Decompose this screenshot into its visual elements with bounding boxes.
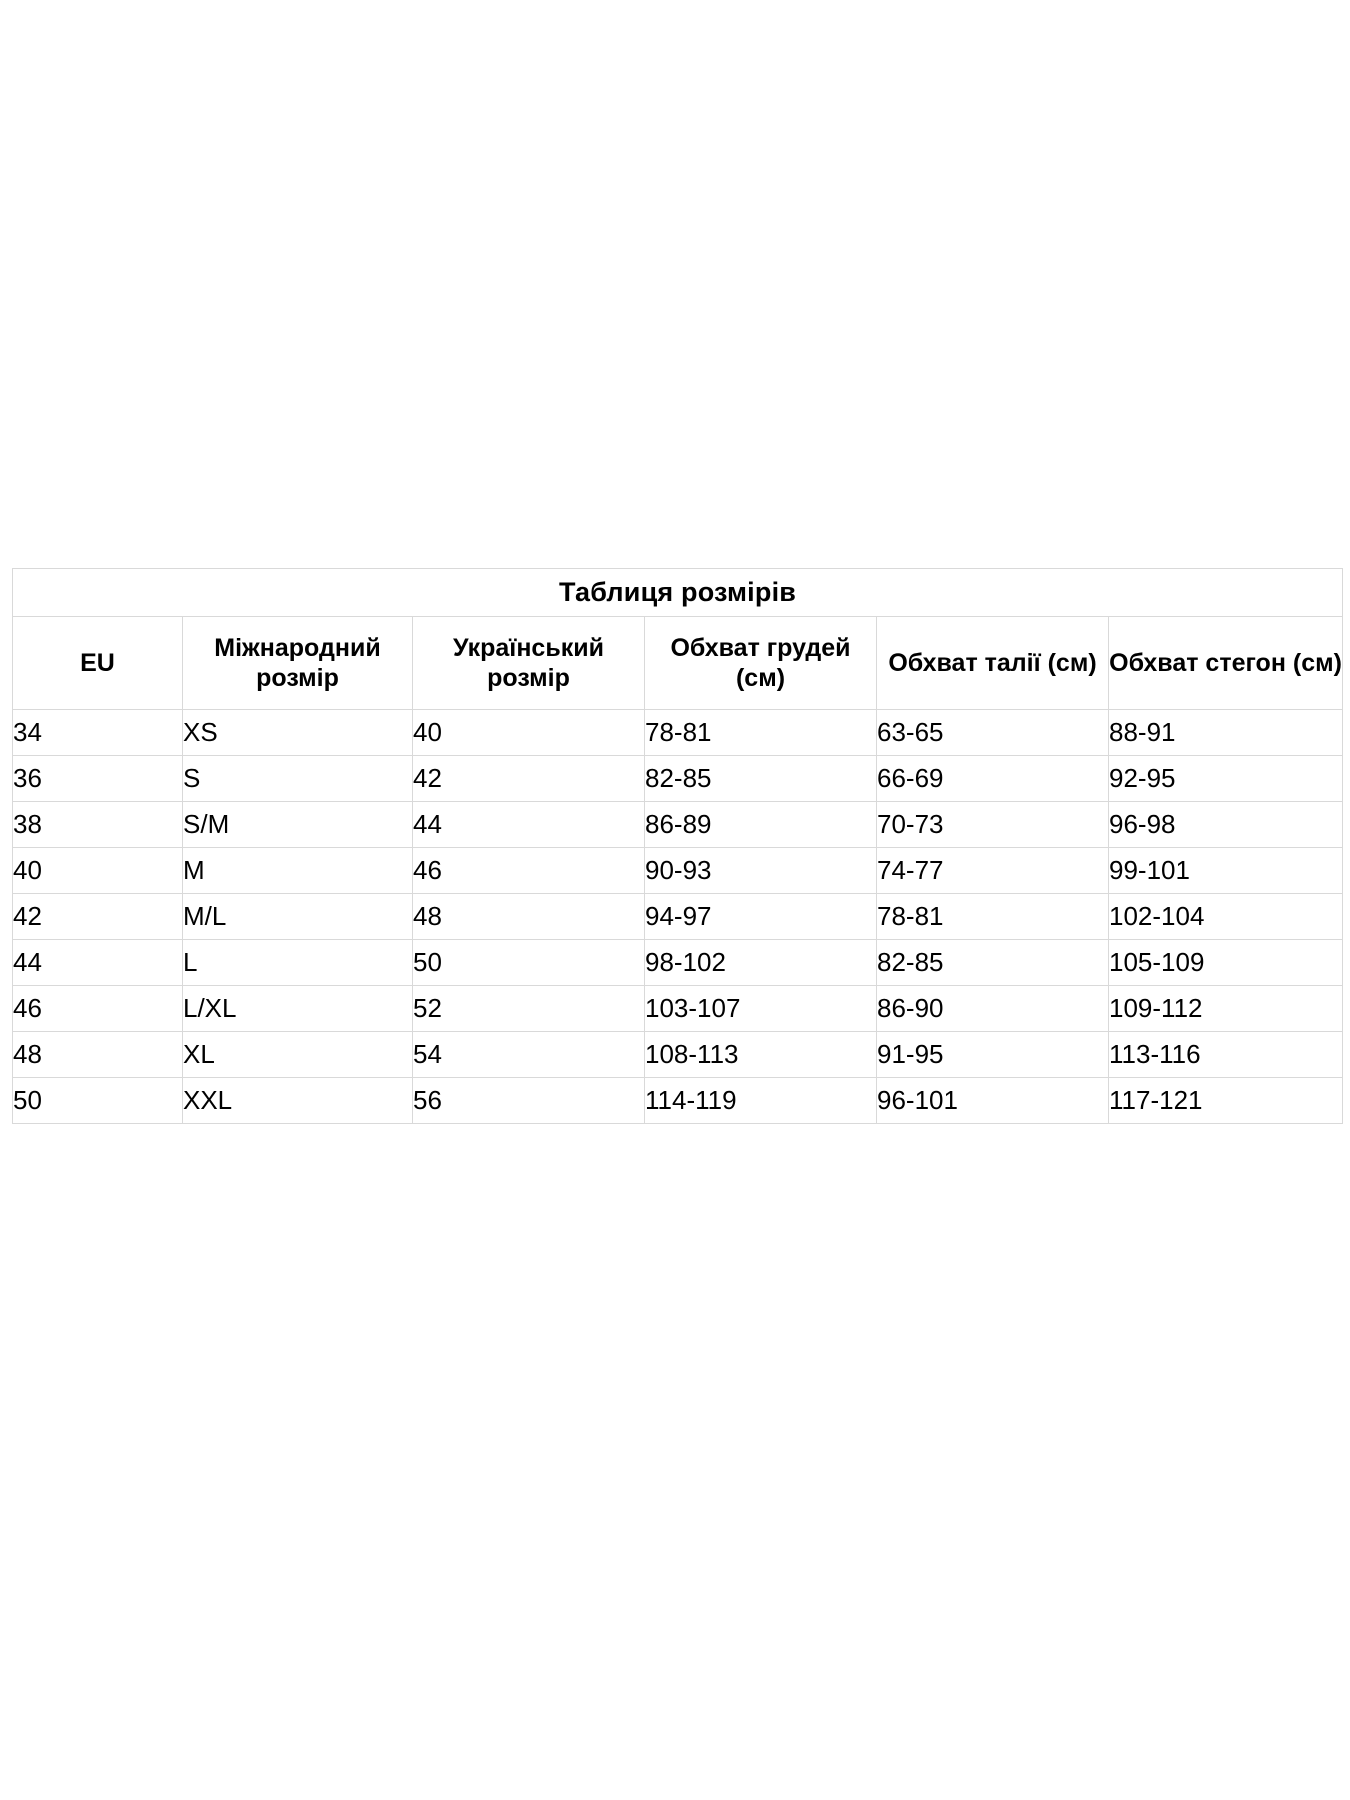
cell-chest: 94-97 bbox=[645, 894, 877, 940]
cell-waist: 74-77 bbox=[877, 848, 1109, 894]
cell-ukrainian-size: 46 bbox=[413, 848, 645, 894]
cell-waist: 63-65 bbox=[877, 710, 1109, 756]
cell-hips: 92-95 bbox=[1109, 756, 1343, 802]
cell-ukrainian-size: 54 bbox=[413, 1032, 645, 1078]
table-row bbox=[13, 940, 1343, 986]
cell-international-size: XL bbox=[183, 1032, 413, 1078]
cell-hips: 96-98 bbox=[1109, 802, 1343, 848]
column-header-waist: Обхват талії (см) bbox=[877, 617, 1109, 710]
cell-international-size: M/L bbox=[183, 894, 413, 940]
cell-eu: 50 bbox=[13, 1078, 183, 1124]
column-header-eu: EU bbox=[13, 617, 183, 710]
table-row bbox=[13, 756, 1343, 802]
table-title: Таблиця розмірів bbox=[13, 569, 1343, 617]
cell-ukrainian-size: 42 bbox=[413, 756, 645, 802]
cell-eu: 36 bbox=[13, 756, 183, 802]
cell-ukrainian-size: 44 bbox=[413, 802, 645, 848]
cell-hips: 105-109 bbox=[1109, 940, 1343, 986]
cell-international-size: XXL bbox=[183, 1078, 413, 1124]
table-row bbox=[13, 986, 1343, 1032]
cell-waist: 82-85 bbox=[877, 940, 1109, 986]
cell-chest: 103-107 bbox=[645, 986, 877, 1032]
cell-chest: 78-81 bbox=[645, 710, 877, 756]
cell-chest: 86-89 bbox=[645, 802, 877, 848]
cell-waist: 86-90 bbox=[877, 986, 1109, 1032]
column-header-international-size: Міжнародний розмір bbox=[183, 617, 413, 710]
cell-international-size: L/XL bbox=[183, 986, 413, 1032]
cell-ukrainian-size: 40 bbox=[413, 710, 645, 756]
cell-hips: 109-112 bbox=[1109, 986, 1343, 1032]
cell-eu: 46 bbox=[13, 986, 183, 1032]
cell-chest: 114-119 bbox=[645, 1078, 877, 1124]
cell-hips: 117-121 bbox=[1109, 1078, 1343, 1124]
cell-ukrainian-size: 48 bbox=[413, 894, 645, 940]
cell-ukrainian-size: 56 bbox=[413, 1078, 645, 1124]
cell-chest: 90-93 bbox=[645, 848, 877, 894]
cell-waist: 96-101 bbox=[877, 1078, 1109, 1124]
table-row bbox=[13, 802, 1343, 848]
cell-waist: 78-81 bbox=[877, 894, 1109, 940]
cell-international-size: S bbox=[183, 756, 413, 802]
cell-hips: 113-116 bbox=[1109, 1032, 1343, 1078]
cell-hips: 102-104 bbox=[1109, 894, 1343, 940]
cell-eu: 34 bbox=[13, 710, 183, 756]
cell-international-size: XS bbox=[183, 710, 413, 756]
cell-eu: 38 bbox=[13, 802, 183, 848]
cell-waist: 70-73 bbox=[877, 802, 1109, 848]
cell-eu: 48 bbox=[13, 1032, 183, 1078]
cell-hips: 99-101 bbox=[1109, 848, 1343, 894]
cell-chest: 98-102 bbox=[645, 940, 877, 986]
size-chart-container bbox=[12, 568, 1342, 1124]
cell-international-size: M bbox=[183, 848, 413, 894]
cell-waist: 91-95 bbox=[877, 1032, 1109, 1078]
column-header-chest: Обхват грудей (см) bbox=[645, 617, 877, 710]
table-row bbox=[13, 1078, 1343, 1124]
cell-chest: 108-113 bbox=[645, 1032, 877, 1078]
table-title-row bbox=[13, 569, 1343, 617]
cell-eu: 42 bbox=[13, 894, 183, 940]
column-header-ukrainian-size: Український розмір bbox=[413, 617, 645, 710]
table-header-row bbox=[13, 617, 1343, 710]
cell-eu: 40 bbox=[13, 848, 183, 894]
cell-international-size: S/M bbox=[183, 802, 413, 848]
column-header-hips: Обхват стегон (см) bbox=[1109, 617, 1343, 710]
table-row bbox=[13, 710, 1343, 756]
table-row bbox=[13, 848, 1343, 894]
table-row bbox=[13, 894, 1343, 940]
cell-chest: 82-85 bbox=[645, 756, 877, 802]
cell-waist: 66-69 bbox=[877, 756, 1109, 802]
table-row bbox=[13, 1032, 1343, 1078]
cell-ukrainian-size: 50 bbox=[413, 940, 645, 986]
cell-ukrainian-size: 52 bbox=[413, 986, 645, 1032]
cell-hips: 88-91 bbox=[1109, 710, 1343, 756]
size-chart-table bbox=[12, 568, 1343, 1124]
cell-eu: 44 bbox=[13, 940, 183, 986]
cell-international-size: L bbox=[183, 940, 413, 986]
